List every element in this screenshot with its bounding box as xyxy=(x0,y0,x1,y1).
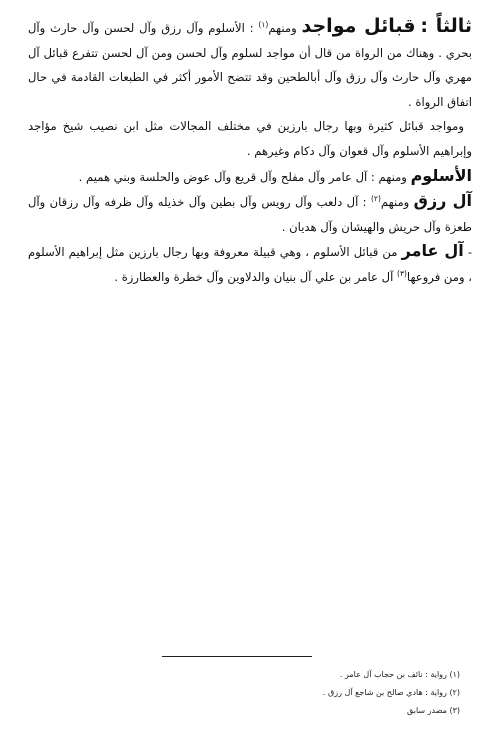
paragraph-text: ومنهم : آل عامر وآل مفلح وآل قريع وآل عوض والحلسة وبني هميم . xyxy=(78,169,407,184)
footnote-ref-2: (٢) xyxy=(370,194,381,204)
footnote-2: (٢) رواية : هادي صالح بن شاجع آل رزق . xyxy=(322,688,460,697)
paragraph-mawajid-men xyxy=(28,114,472,163)
paragraph-text: من قبائل الأسلوم ، وهي قبيلة معروفة وبها رجال بارزين مثل إبراهيم الأسلوم ، ومن فروعها xyxy=(28,245,472,284)
body-text xyxy=(28,14,472,290)
footnote-ref-1: (١) xyxy=(258,20,269,30)
paragraph-text: : الأسلوم وآل رزق وآل لحسن وآل حارث وآل بحري . وهناك من الرواة من قال أن مواجد لسلوم وآل لحسن ومن آل لحسن تتفرع قبائل آل مهري وآل حارث وآل رزق وآل أبالطحين وقد تتضح الأمور أكثر في الطبعات القادمة في حال اتفاق الرواة . xyxy=(28,21,472,109)
lead-word: ومنهم xyxy=(380,195,410,210)
list-dash: - xyxy=(467,245,473,260)
footnotes xyxy=(160,666,460,720)
paragraph-text: ومواجد قبائل كثيرة وبها رجال بارزين في مختلف المجالات مثل ابن نصيب شيخ مؤاجد وإبراهيم الأسلوم وآل قعوان وآل دكام وغيرهم . xyxy=(28,119,472,158)
section-title: قبائل مواجد xyxy=(301,15,416,37)
paragraph-mawajid-intro xyxy=(28,14,472,114)
footnote-1: (١) رواية : نائف بن حجاب آل عامر . xyxy=(339,670,460,679)
footnote-separator xyxy=(162,656,312,657)
paragraph-aslum xyxy=(28,164,472,190)
subsection-title: آل عامر xyxy=(401,241,464,261)
paragraph-text: آل عامر بن علي آل بنيان والدلاوين وآل خطرة والعطارزة . xyxy=(114,269,394,284)
paragraph-al-amer xyxy=(28,239,472,289)
paragraph-text: : آل دلعب وآل رويس وآل بطين وآل خذيله وآل ظرفه وآل رزقان وآل طعزة وآل حريش والهيشان وآل هديان . xyxy=(28,195,472,234)
subsection-title: الأسلوم xyxy=(410,165,472,185)
footnote-3: (٣) مصدر سابق xyxy=(407,706,460,715)
lead-word: ومنهم xyxy=(268,21,297,35)
section-label: ثالثاً : xyxy=(420,15,473,37)
paragraph-al-rizq xyxy=(28,189,472,239)
footnote-ref-3: (٣) xyxy=(397,269,407,279)
subsection-title: آل رزق xyxy=(413,191,473,211)
